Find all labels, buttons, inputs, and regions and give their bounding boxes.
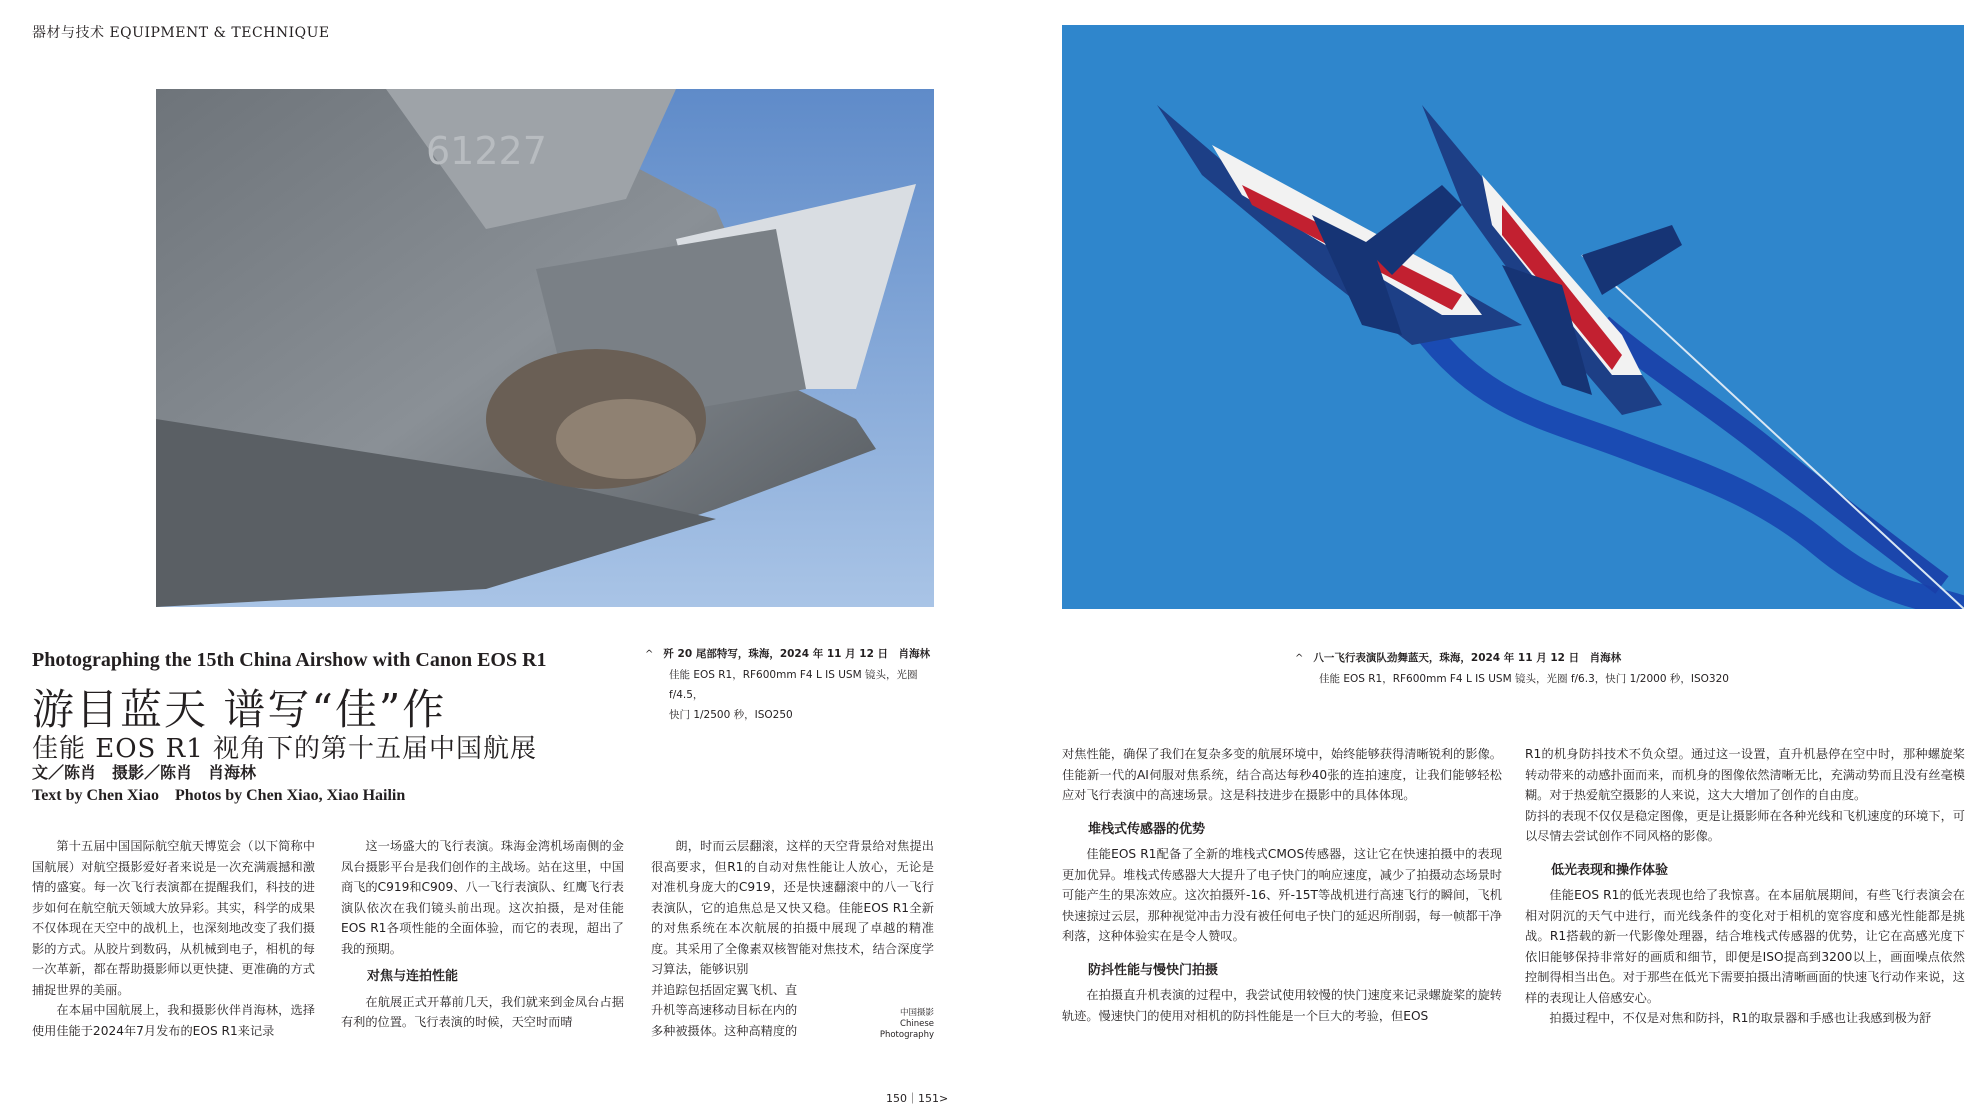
- caption-title: 八一飞行表演队劲舞蓝天，珠海，2024 年 11 月 12 日 肖海林: [1313, 652, 1622, 664]
- paragraph: 对焦性能，确保了我们在复杂多变的航展环境中，始终能够获得清晰锐利的影像。佳能新一代的AI伺服对焦系统，结合高达每秒40张的连拍速度，让我们能够轻松应对飞行表演中的高速场景。这是科技进步在摄影中的具体体现。: [1062, 747, 1502, 802]
- chinese-subtitle: 佳能 EOS R1 视角下的第十五届中国航展: [32, 734, 538, 764]
- logo-line: Chinese: [900, 1019, 934, 1029]
- byline-chinese: 文／陈肖 摄影／陈肖 肖海林: [32, 763, 257, 782]
- caption-exif-2: 快门 1/2500 秒，ISO250: [669, 709, 793, 721]
- section-heading: 对焦与连拍性能: [367, 969, 459, 984]
- section-heading: 堆栈式传感器的优势: [1088, 821, 1206, 837]
- page-numbers: 150｜151>: [886, 1092, 949, 1105]
- logo-line: 中国摄影: [899, 1008, 934, 1018]
- caption-exif-1: 佳能 EOS R1，RF600mm F4 L IS USM 镜头，光圈 f/4.5，: [669, 669, 918, 701]
- paragraph: 第十五届中国国际航空航天博览会（以下简称中国航展）对航空摄影爱好者来说是一次充满震撼和激情的盛宴。每一次飞行表演都在提醒我们，科技的进步如何在航空航天领域大放异彩。其实，科学的成果不仅体现在天空中的战机上，也深刻地改变了我们摄影的方式。从胶片到数码，从机械到电子，相机的每一次革新，都在帮助摄影师以更快捷、更准确的方式捕捉世界的美丽。: [32, 839, 315, 997]
- paragraph-wrap: [651, 980, 801, 1042]
- paragraph: 佳能EOS R1配备了全新的堆栈式CMOS传感器，这让它在快速拍摄中的表现更加优异。堆栈式传感器大大提升了电子快门的响应速度，减少了拍摄动态场景时可能产生的果冻效应。这次拍摄歼-16、歼-15T等战机进行高速飞行的瞬间，飞机快速掠过云层，那种视觉冲击力没有被任何电子快门的延迟所削弱，每一帧都干净利落，这种体验实在是令人赞叹。: [1062, 847, 1502, 943]
- caption-exif-1: 佳能 EOS R1，RF600mm F4 L IS USM 镜头，光圈 f/6.3，快门 1/2000 秒，ISO320: [1319, 673, 1729, 685]
- caption-title: 歼 20 尾部特写，珠海，2024 年 11 月 12 日 肖海林: [663, 648, 931, 660]
- paragraph: 在航展正式开幕前几天，我们就来到金凤台占据有利的位置。飞行表演的时候，天空时而晴: [341, 994, 624, 1029]
- paragraph: 拍摄过程中，不仅是对焦和防抖，R1的取景器和手感也让我感到极为舒: [1549, 1011, 1932, 1025]
- paragraph: R1的机身防抖技术不负众望。通过这一设置，直升机悬停在空中时，那种螺旋桨转动带来的动感扑面而来，而机身的图像依然清晰无比，充满动势而且没有丝毫模糊。对于热爱航空摄影的人来说，这大大增加了创作的自由度。: [1525, 747, 1965, 802]
- tail-number: 61227: [426, 129, 547, 173]
- caption-marker: ^: [1295, 653, 1304, 664]
- paragraph: 这一场盛大的飞行表演。珠海金湾机场南侧的金凤台摄影平台是我们创作的主战场。站在这里，中国商飞的C919和C909、八一飞行表演队、红鹰飞行表演队依次在我们镜头前出现。这次拍摄，是对佳能EOS R1各项性能的全面体验，而它的表现，超出了我的预期。: [341, 839, 624, 956]
- aerobatic-jets-photo: [1062, 25, 1964, 609]
- section-heading: 防抖性能与慢快门拍摄: [1088, 962, 1219, 978]
- paragraph: 在拍摄直升机表演的过程中，我尝试使用较慢的快门速度来记录螺旋桨的旋转轨迹。慢速快门的使用对相机的防抖性能是一个巨大的考验，但EOS: [1062, 988, 1502, 1023]
- byline-english: Text by Chen Xiao Photos by Chen Xiao, Xiao Hailin: [32, 787, 406, 804]
- left-photo-caption: [645, 644, 945, 725]
- text-line: 多种被摄体。这种高精度的: [651, 1023, 798, 1038]
- text-line: 升机等高速移动目标在内的: [651, 1003, 798, 1017]
- right-photo-caption: [1295, 648, 1855, 689]
- section-label: 器材与技术 EQUIPMENT & TECHNIQUE: [32, 25, 330, 41]
- paragraph: 防抖的表现不仅仅是稳定图像，更是让摄影师在各种光线和飞机速度的环境下，可以尽情去尝试创作不同风格的影像。: [1525, 808, 1965, 843]
- caption-marker: ^: [645, 649, 654, 660]
- paragraph: 在本届中国航展上，我和摄影伙伴肖海林，选择使用佳能于2024年7月发布的EOS R1来记录: [32, 1003, 315, 1038]
- english-title: Photographing the 15th China Airshow with Canon EOS R1: [32, 649, 547, 671]
- paragraph: 佳能EOS R1的低光表现也给了我惊喜。在本届航展期间，有些飞行表演会在相对阴沉的天气中进行，而光线条件的变化对于相机的宽容度和感光性能都是挑战。R1搭载的新一代影像处理器，结合堆栈式传感器的优势，让它在高感光度下依旧能够保持非常好的画质和细节，即便是ISO提高到3200以上，画面噪点依然控制得相当出色。对于那些在低光下需要拍摄出清晰画面的快速飞行动作来说，这样的表现让人倍感安心。: [1525, 888, 1965, 1005]
- body-column-3: [651, 836, 934, 1041]
- chinese-main-title: 游目蓝天 谱写“佳”作: [32, 685, 447, 734]
- body-column-1: [32, 836, 315, 1041]
- logo-line: Photography: [879, 1030, 934, 1040]
- body-column-2: [341, 836, 624, 1033]
- j20-tail-photo: [156, 89, 934, 607]
- magazine-logo: [880, 1008, 934, 1041]
- section-heading: 低光表现和操作体验: [1551, 862, 1669, 878]
- text-line: 并追踪包括固定翼飞机、直: [651, 982, 798, 997]
- body-column-5: [1525, 744, 1965, 1029]
- paragraph: 朗，时而云层翻滚，这样的天空背景给对焦提出很高要求，但R1的自动对焦性能让人放心，无论是对准机身庞大的C919，还是快速翻滚中的八一飞行表演队，它的追焦总是又快又稳。佳能EOS R1全新的对焦系统在本次航展的拍摄中展现了卓越的精准度。其采用了全像素双核智能对焦技术，结合深度学习算法，能够识别: [651, 839, 934, 976]
- body-column-4: [1062, 744, 1502, 1026]
